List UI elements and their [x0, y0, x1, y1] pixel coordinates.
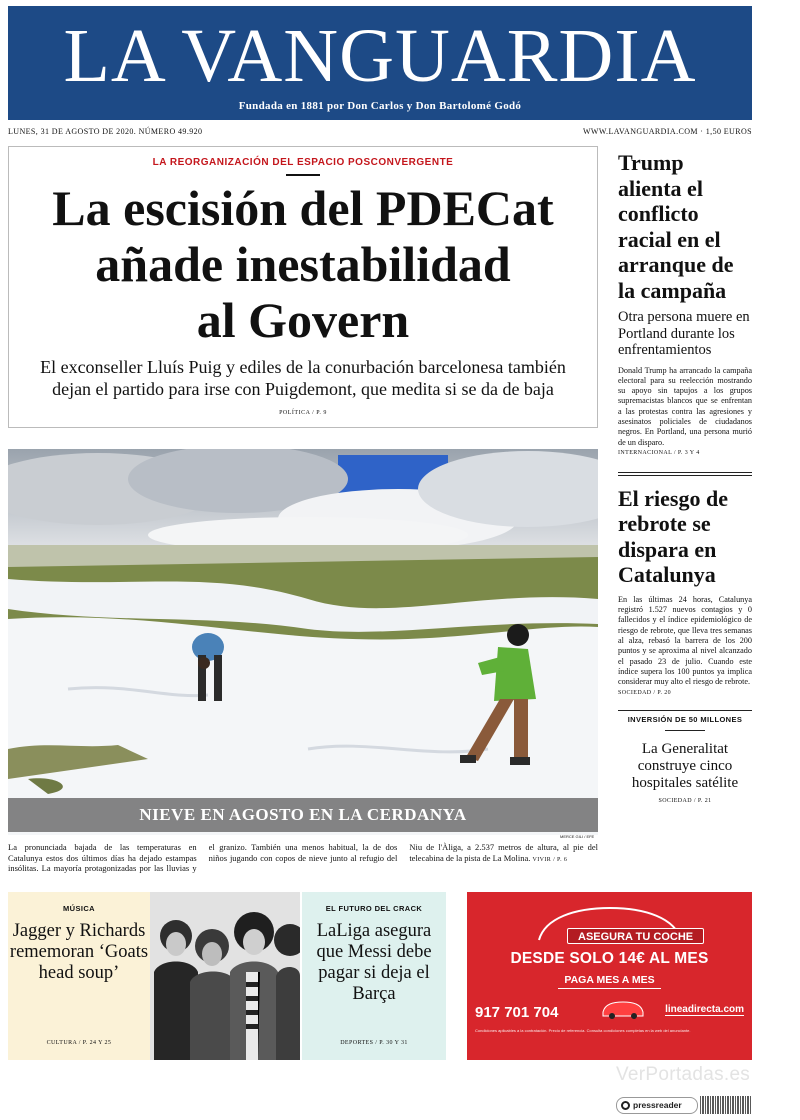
watermark: VerPortadas.es [616, 1064, 751, 1085]
ad-subline-text: PAGA MES A MES [558, 974, 660, 989]
story-hospitales-headline[interactable]: La Generalitat construye cinco hospitales satélite [631, 740, 739, 791]
masthead-title: LA VANGUARDIA [63, 14, 697, 98]
promo-sport-kicker: EL FUTURO DEL CRACK [325, 904, 423, 913]
ad-subline [467, 974, 752, 986]
promo-music-kicker: MÚSICA [63, 904, 95, 913]
story-rebrote-ref: SOCIEDAD / P. 20 [618, 689, 672, 696]
red-car-icon [601, 996, 645, 1020]
story-hospitales-ref: SOCIEDAD / P. 21 [658, 797, 712, 804]
story-trump-headline[interactable]: Trump alienta el conflicto racial en el arranque de la campaña [618, 150, 734, 303]
ad-headline: DESDE SOLO 14€ AL MES [510, 950, 709, 967]
promo-sport-headline[interactable]: LaLiga asegura que Messi debe pagar si deja el Barça [316, 921, 432, 1004]
snow-photo[interactable] [8, 449, 598, 835]
lead-headline[interactable] [9, 180, 597, 348]
kicker-rule [286, 174, 320, 176]
ad-fine-print: Condiciones aplicables a la contratación. Precio de referencia. Consulta condiciones completas en la web del anunciante. [475, 1028, 691, 1033]
promo-music-ref: CULTURA / P. 24 Y 25 [46, 1040, 112, 1046]
lead-subhead: El exconseller Lluís Puig y ediles de la conurbación barcelonesa también dejan el partido para irse con Puigdemont, que medita si se da de baja [40, 357, 566, 399]
lead-kicker: LA REORGANIZACIÓN DEL ESPACIO POSCONVERGENTE [152, 157, 454, 168]
lead-headline-line-2: añade inestabilidad [95, 236, 511, 292]
rolling-stones-photo[interactable] [150, 892, 300, 1060]
barcode [700, 1096, 752, 1114]
story-trump-deck: Otra persona muere en Portland durante los enfrentamientos [618, 309, 750, 358]
promo-music-headline[interactable]: Jagger y Richards rememoran ‘Goats head soup’ [9, 921, 149, 983]
masthead [8, 6, 752, 120]
lead-headline-line-1: La escisión del PDECat [52, 180, 554, 236]
divider [618, 710, 752, 711]
ad-cta-button[interactable]: ASEGURA TU COCHE [567, 928, 704, 944]
lead-page-ref: POLÍTICA / P. 9 [279, 410, 327, 416]
promo-music[interactable] [8, 892, 150, 1060]
pressreader-label: pressreader [633, 1100, 682, 1110]
story-trump[interactable] [618, 150, 752, 456]
photo-caption: NIEVE EN AGOSTO EN LA CERDANYA [8, 798, 598, 832]
ad-brand-link[interactable]: lineadirecta.com [665, 1004, 744, 1015]
pressreader-icon [621, 1101, 630, 1110]
story-trump-ref: INTERNACIONAL / P. 3 Y 4 [618, 449, 700, 456]
ad-phone[interactable]: 917 701 704 [475, 1004, 559, 1021]
story-trump-body: Donald Trump ha arrancado la campaña electoral para su reelección mostrando su apoyo sin tapujos a los grupos supremacistas blancos que se enfrentan a las protestas contra las agresiones y asesinatos policiales de ciudadanos negros. En Portland, una persona murió de un disparo. [618, 365, 752, 447]
photo-text-ref: VIVIR / P. 6 [532, 856, 568, 863]
snow-photo-image [8, 449, 598, 835]
pressreader-logo[interactable] [616, 1097, 698, 1114]
photo-text-body: La pronunciada bajada de las temperaturas en Catalunya estos dos últimos días ha dejado estampas insólitas. La mayoría protagonizadas por las lluvias y el granizo. También una menos habitual, la de dos niños jugando con copos de nieve junto al refugio del Niu de l'Àliga, a 2.537 metros de altura, al pie del telecabina de la pista de La Molina. [8, 842, 598, 873]
story-rebrote-body: En las últimas 24 horas, Catalunya registró 1.527 nuevos contagios y 0 fallecidos y el índice epidemiológico de riesgo de rebrote, que lleva tres semanas al alza, rebasó la barrera de los 200 puntos y se aproxima al nivel alcanzado el pasado 23 de julio. Cuando este índice supera los 100 puntos ya implica considerar muy alto el riesgo de rebrote. [618, 594, 752, 687]
photo-text [8, 842, 598, 880]
site-and-price: WWW.LAVANGUARDIA.COM · 1,50 EUROS [582, 127, 752, 136]
kicker-rule [665, 730, 705, 731]
dateline [8, 127, 752, 141]
lead-headline-line-3: al Govern [196, 292, 410, 348]
story-hospitales-kicker: INVERSIÓN DE 50 MILLONES [627, 714, 743, 724]
right-column [618, 150, 752, 804]
divider [618, 472, 752, 476]
story-rebrote[interactable] [618, 486, 752, 696]
insurance-ad[interactable] [467, 892, 752, 1060]
masthead-tagline: Fundada en 1881 por Don Carlos y Don Bartolomé Godó [238, 100, 522, 112]
promo-sport-ref: DEPORTES / P. 30 Y 31 [340, 1040, 408, 1046]
story-hospitales[interactable] [618, 715, 752, 804]
story-rebrote-headline[interactable]: El riesgo de rebrote se dispara en Catalunya [618, 485, 728, 588]
issue-date: LUNES, 31 DE AGOSTO DE 2020. NÚMERO 49.920 [8, 127, 203, 136]
lead-story[interactable] [8, 146, 598, 428]
photo-credit: MERCE GILI / EFE [560, 834, 595, 839]
promo-sport[interactable] [302, 892, 446, 1060]
band-photo-image [150, 892, 300, 1060]
